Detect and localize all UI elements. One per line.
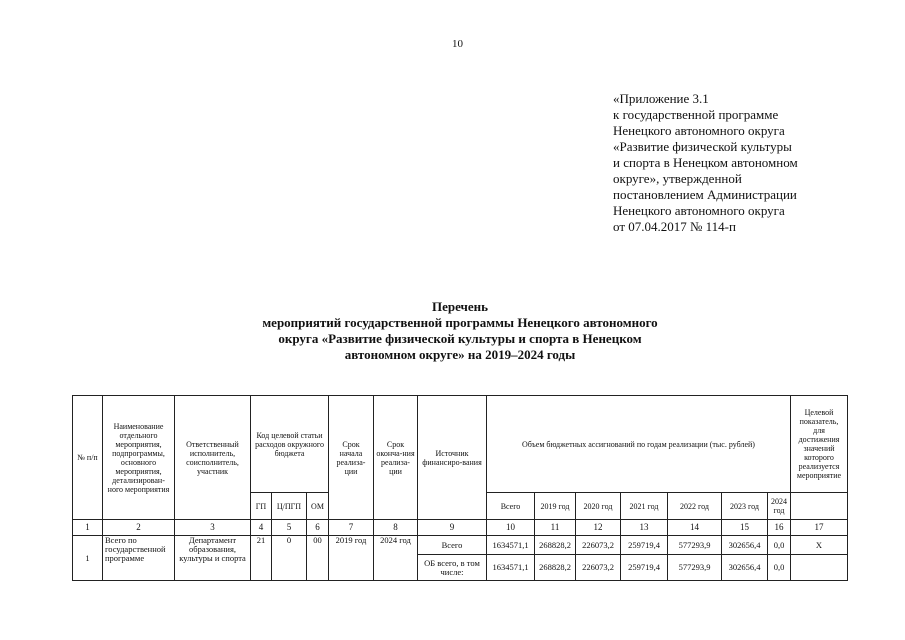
row-value: 302656,4 xyxy=(722,555,768,581)
appendix-line: к государственной программе xyxy=(613,107,779,122)
row-value: 226073,2 xyxy=(576,555,621,581)
header-target-blank xyxy=(791,493,848,520)
row-value: 226073,2 xyxy=(576,536,621,555)
row-pgp: 0 xyxy=(272,536,307,581)
row-value: 302656,4 xyxy=(722,536,768,555)
table-row xyxy=(73,536,848,555)
header-volume-2021: 2021 год xyxy=(621,493,668,520)
col-number: 11 xyxy=(535,520,576,536)
col-number: 17 xyxy=(791,520,848,536)
row-value: 1634571,1 xyxy=(487,536,535,555)
header-source: Источник финансиро-вания xyxy=(418,396,487,520)
appendix-line: Ненецкого автономного округа xyxy=(613,203,785,218)
row-source: Всего xyxy=(418,536,487,555)
row-gp: 21 xyxy=(251,536,272,581)
header-code-pgp: Ц/ПГП xyxy=(272,493,307,520)
row-value: 577293,9 xyxy=(668,555,722,581)
appendix-block xyxy=(613,91,843,235)
col-number: 9 xyxy=(418,520,487,536)
title-line: автономном округе» на 2019–2024 годы xyxy=(344,347,576,362)
header-name: Наименование отдельного мероприятия, подпрограммы, основного мероприятия, детализирован-ного мероприятия xyxy=(103,396,175,520)
header-target: Целевой показатель, для достижения значений которого реализуется мероприятие xyxy=(791,396,848,493)
title-line: округа «Развитие физической культуры и спорта в Ненецком xyxy=(278,331,642,346)
appendix-line: «Развитие физической культуры xyxy=(613,139,792,154)
header-code-gp: ГП xyxy=(251,493,272,520)
column-number-row xyxy=(73,520,848,536)
row-value: 0,0 xyxy=(768,536,791,555)
document-title xyxy=(230,299,690,363)
col-number: 13 xyxy=(621,520,668,536)
header-volume-2023: 2023 год xyxy=(722,493,768,520)
activities-table xyxy=(72,395,848,581)
row-name: Всего по государственной программе xyxy=(103,536,175,581)
appendix-line: от 07.04.2017 № 114-п xyxy=(613,219,736,234)
appendix-line: «Приложение 3.1 xyxy=(613,91,709,106)
header-volume-2022: 2022 год xyxy=(668,493,722,520)
row-value: 0,0 xyxy=(768,555,791,581)
col-number: 5 xyxy=(272,520,307,536)
header-num: № п/п xyxy=(73,396,103,520)
col-number: 3 xyxy=(175,520,251,536)
col-number: 7 xyxy=(329,520,374,536)
header-volume: Объем бюджетных ассигнований по годам реализации (тыс. рублей) xyxy=(487,396,791,493)
col-number: 4 xyxy=(251,520,272,536)
row-value: 268828,2 xyxy=(535,555,576,581)
col-number: 8 xyxy=(374,520,418,536)
col-number: 14 xyxy=(668,520,722,536)
appendix-line: постановлением Администрации xyxy=(613,187,797,202)
page-number: 10 xyxy=(452,38,463,50)
header-end: Срок оконча-ния реализа-ции xyxy=(374,396,418,520)
col-number: 1 xyxy=(73,520,103,536)
row-value: 259719,4 xyxy=(621,536,668,555)
row-value: 268828,2 xyxy=(535,536,576,555)
header-start: Срок начала реализа-ции xyxy=(329,396,374,520)
row-end: 2024 год xyxy=(374,536,418,581)
title-line: Перечень xyxy=(431,299,489,314)
header-volume-total: Всего xyxy=(487,493,535,520)
col-number: 10 xyxy=(487,520,535,536)
col-number: 12 xyxy=(576,520,621,536)
row-target: X xyxy=(791,536,848,555)
appendix-line: Ненецкого автономного округа xyxy=(613,123,785,138)
appendix-line: округе», утвержденной xyxy=(613,171,742,186)
row-value: 259719,4 xyxy=(621,555,668,581)
col-number: 6 xyxy=(307,520,329,536)
col-number: 15 xyxy=(722,520,768,536)
header-row xyxy=(73,396,848,493)
row-num: 1 xyxy=(73,536,103,581)
header-volume-2020: 2020 год xyxy=(576,493,621,520)
appendix-line: и спорта в Ненецком автономном xyxy=(613,155,798,170)
header-code: Код целевой статьи расходов окружного бюджета xyxy=(251,396,329,493)
title-line: мероприятий государственной программы Ненецкого автономного xyxy=(262,315,658,330)
col-number: 2 xyxy=(103,520,175,536)
row-executor: Департамент образования, культуры и спорта xyxy=(175,536,251,581)
header-volume-2019: 2019 год xyxy=(535,493,576,520)
row-om: 00 xyxy=(307,536,329,581)
row-value: 1634571,1 xyxy=(487,555,535,581)
row-target-blank xyxy=(791,555,848,581)
header-executor: Ответственный исполнитель, соисполнитель, участник xyxy=(175,396,251,520)
row-value: 577293,9 xyxy=(668,536,722,555)
header-volume-2024: 2024 год xyxy=(768,493,791,520)
row-source: ОБ всего, в том числе: xyxy=(418,555,487,581)
col-number: 16 xyxy=(768,520,791,536)
header-code-om: ОМ xyxy=(307,493,329,520)
row-start: 2019 год xyxy=(329,536,374,581)
